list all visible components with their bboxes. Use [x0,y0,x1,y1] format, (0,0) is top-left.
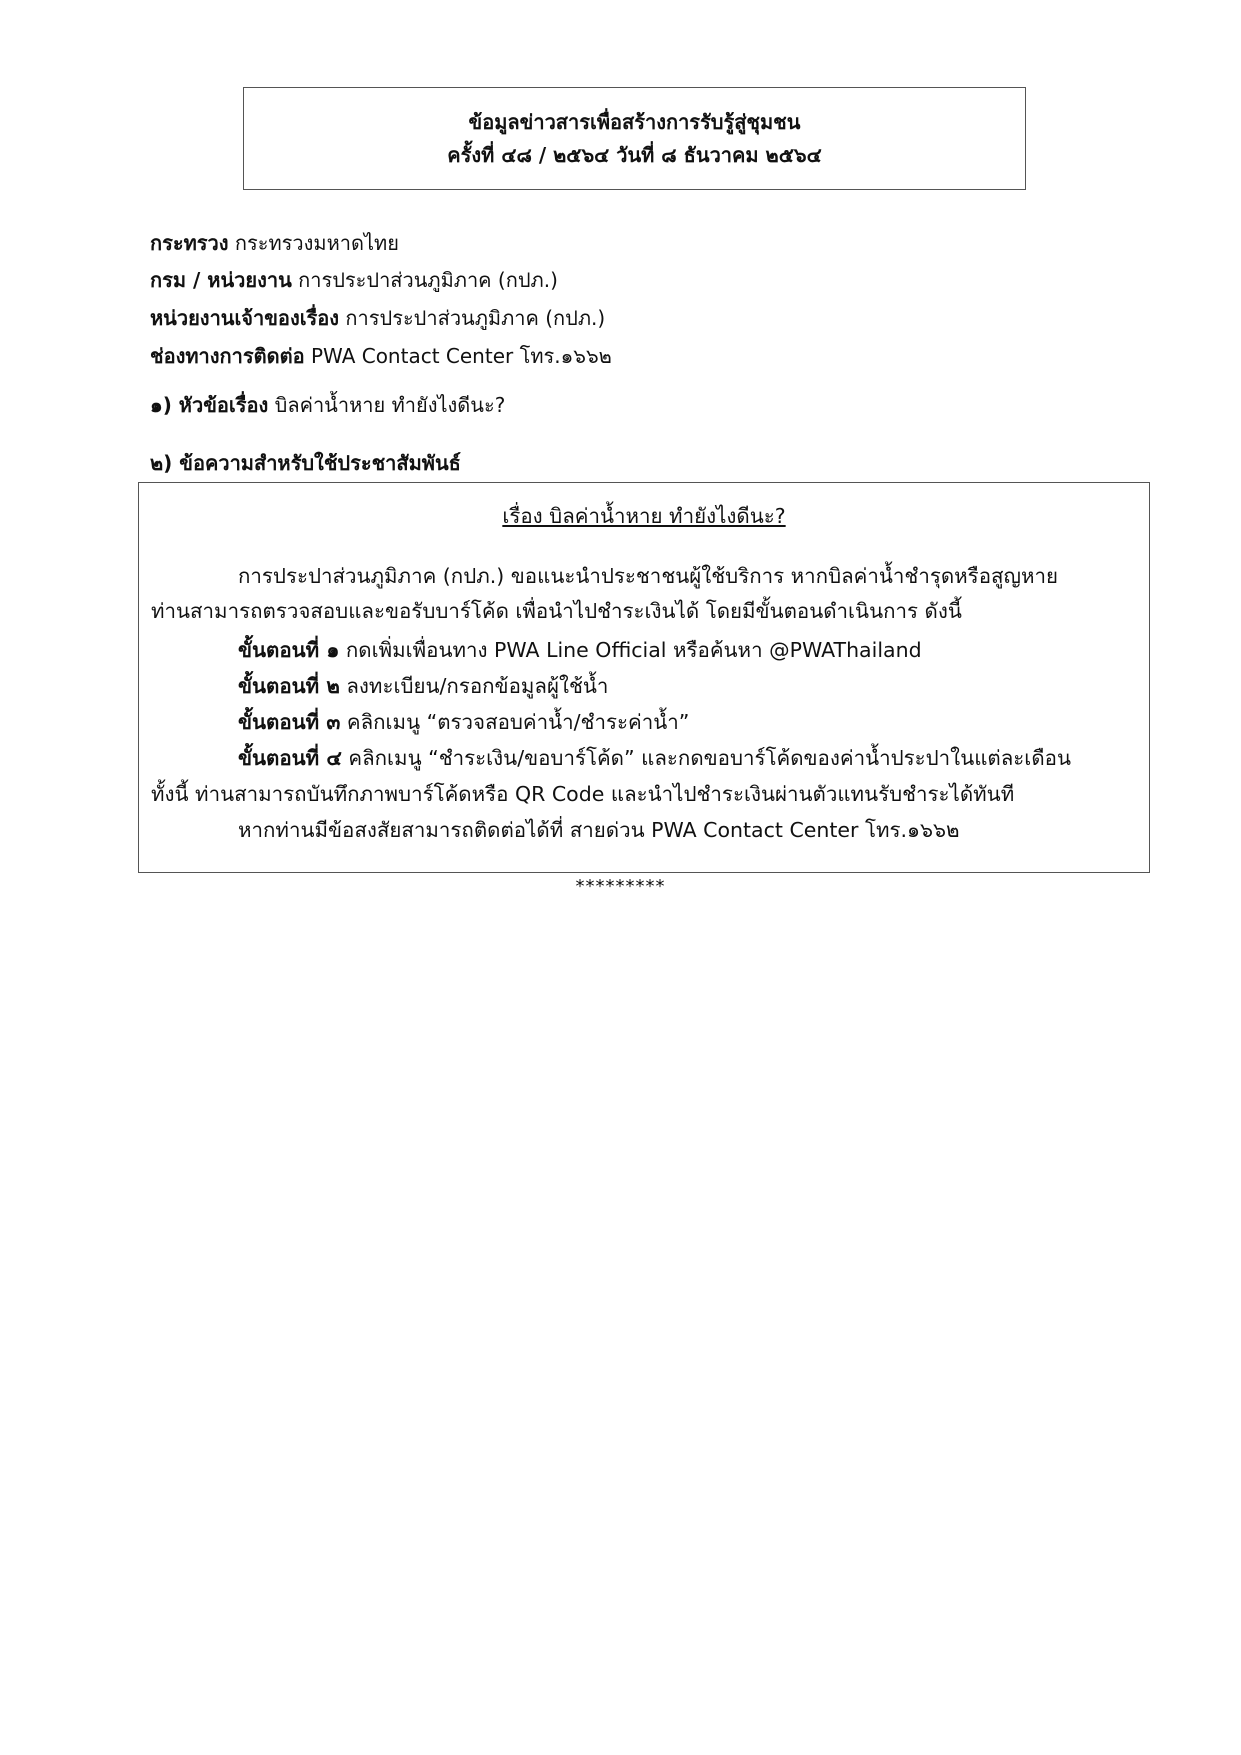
topic-label: ๑) หัวข้อเรื่อง [150,393,269,417]
note-line: ทั้งนี้ ท่านสามารถบันทึกภาพบาร์โค้ดหรือ QR Code และนำไปชำระเงินผ่านตัวแทนรับชำระได้ทันที [151,782,1015,806]
end-marker: ********* [575,876,666,897]
step-1-label: ขั้นตอนที่ ๑ [238,638,340,662]
announcement-box [138,482,1150,873]
header-box [243,87,1026,190]
contact-value: PWA Contact Center โทร.๑๖๖๒ [304,344,612,368]
department-line [150,266,558,294]
step-4-text: คลิกเมนู “ชำระเงิน/ขอบาร์โค้ด” และกดขอบาร์โค้ดของค่าน้ำประปาในแต่ละเดือน [341,746,1071,770]
topic-value: บิลค่าน้ำหาย ทำยังไงดีนะ? [268,393,506,417]
intro-line-2: ท่านสามารถตรวจสอบและขอรับบาร์โค้ด เพื่อนำไปชำระเงินได้ โดยมีขั้นตอนดำเนินการ ดังนี้ [151,599,962,623]
ministry-value: กระทรวงมหาดไทย [228,231,399,255]
department-value: การประปาส่วนภูมิภาค (กปภ.) [291,268,558,292]
intro-line-1: การประปาส่วนภูมิภาค (กปภ.) ขอแนะนำประชาชนผู้ใช้บริการ หากบิลค่าน้ำชำรุดหรือสูญหาย [238,564,1059,588]
hotline-line: หากท่านมีข้อสงสัยสามารถติดต่อได้ที่ สายด่วน PWA Contact Center โทร.๑๖๖๒ [238,818,960,842]
step-1-text: กดเพิ่มเพื่อนทาง PWA Line Official หรือค้นหา @PWAThailand [339,638,922,662]
step-3-text: คลิกเมนู “ตรวจสอบค่าน้ำ/ชำระค่าน้ำ” [340,710,690,734]
owner-label: หน่วยงานเจ้าของเรื่อง [150,306,340,330]
step-4-label: ขั้นตอนที่ ๔ [238,746,342,770]
step-4 [238,743,1141,773]
department-label: กรม / หน่วยงาน [150,268,292,292]
header-title: ข้อมูลข่าวสารเพื่อสร้างการรับรู้สู่ชุมชน [468,110,801,134]
step-1 [238,635,1141,665]
contact-line [150,342,612,370]
step-2 [238,671,1141,701]
pr-heading [150,449,461,477]
contact-label: ช่องทางการติดต่อ [150,344,305,368]
header-issue: ครั้งที่ ๔๘ / ๒๕๖๔ วันที่ ๘ ธันวาคม ๒๕๖๔ [447,143,822,167]
step-3-label: ขั้นตอนที่ ๓ [238,710,341,734]
topic-line [150,391,505,419]
step-3 [238,707,1141,737]
ministry-label: กระทรวง [150,231,229,255]
step-2-text: ลงทะเบียน/กรอกข้อมูลผู้ใช้น้ำ [339,674,609,698]
owner-line [150,304,605,332]
ministry-line [150,229,399,257]
announcement-title: เรื่อง บิลค่าน้ำหาย ทำยังไงดีนะ? [502,504,786,528]
pr-label: ๒) ข้อความสำหรับใช้ประชาสัมพันธ์ [150,451,461,475]
owner-value: การประปาส่วนภูมิภาค (กปภ.) [339,306,606,330]
step-2-label: ขั้นตอนที่ ๒ [238,674,340,698]
